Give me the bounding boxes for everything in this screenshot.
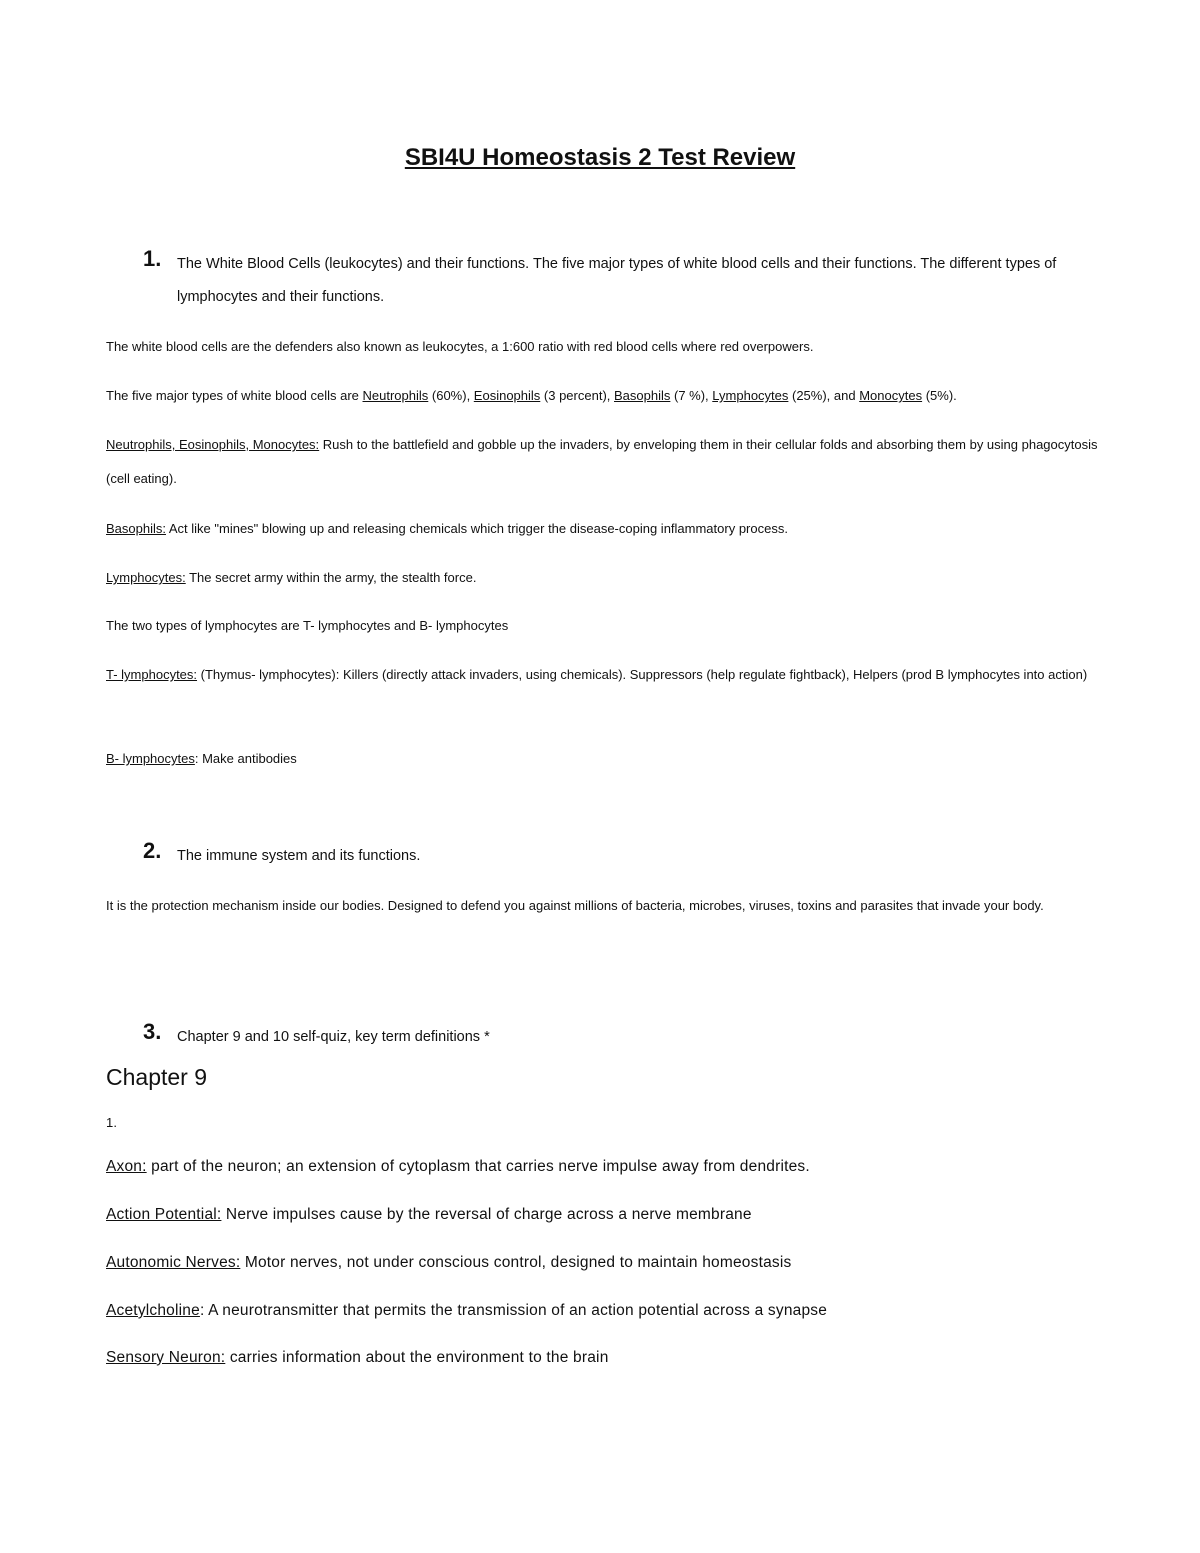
definition-sensory-neuron: Sensory Neuron: carries information about the environment to the brain [106, 1349, 609, 1366]
term-axon: Axon: [106, 1158, 147, 1175]
definition-acetylcholine: Acetylcholine: A neurotransmitter that permits the transmission of an action potential across a synapse [106, 1302, 828, 1319]
term-lymphocytes: Lymphocytes [712, 388, 789, 403]
question-number-3: 3. [143, 1019, 162, 1044]
term-basophils: Basophils [614, 388, 671, 403]
question-number-1: 1. [143, 246, 162, 271]
list-number: 1. [106, 1115, 118, 1130]
page-title: SBI4U Homeostasis 2 Test Review [404, 144, 796, 171]
term-action-potential: Action Potential: [106, 1206, 222, 1223]
question-2-text: The immune system and its functions. [177, 848, 421, 864]
question-number-2: 2. [143, 838, 162, 863]
paragraph-two-types: The two types of lymphocytes are T- lymphocytes and B- lymphocytes [106, 618, 509, 633]
definition-axon: Axon: part of the neuron; an extension of cytoplasm that carries nerve impulse away from dendrites. [106, 1158, 810, 1175]
paragraph-basophils: Basophils: Act like "mines" blowing up and releasing chemicals which trigger the disease-coping inflammatory process. [106, 521, 788, 536]
paragraph-neutrophils: Neutrophils, Eosinophils, Monocytes: Rush to the battlefield and gobble up the invaders, by enveloping them in their cellular folds and absorbing them by using phagocytosis (cell eating). [106, 437, 1098, 486]
question-3-text: Chapter 9 and 10 self-quiz, key term definitions * [177, 1029, 490, 1045]
term-monocytes: Monocytes [859, 388, 923, 403]
chapter-heading: Chapter 9 [106, 1064, 208, 1090]
paragraph-t-lymphocytes: T- lymphocytes: (Thymus- lymphocytes): Killers (directly attack invaders, using chemicals). Suppressors (help regulate fightback), Helpers (prod B lymphocytes into action) [106, 667, 1088, 682]
term-neutrophils: Neutrophils [362, 388, 429, 403]
term-acetylcholine: Acetylcholine [106, 1302, 200, 1319]
definition-action-potential: Action Potential: Nerve impulses cause by the reversal of charge across a nerve membrane [106, 1206, 752, 1223]
term-basophils-def: Basophils: [106, 521, 166, 536]
term-b-lymphocytes: B- lymphocytes [106, 751, 195, 766]
paragraph-b-lymphocytes: B- lymphocytes: Make antibodies [106, 751, 297, 766]
term-eosinophils: Eosinophils [473, 388, 541, 403]
term-neutro-eosino-mono: Neutrophils, Eosinophils, Monocytes: [106, 437, 320, 452]
term-t-lymphocytes: T- lymphocytes: [106, 667, 198, 682]
term-lymphocytes-def: Lymphocytes: [106, 570, 186, 585]
paragraph-wbc-types: The five major types of white blood cells are Neutrophils (60%), Eosinophils (3 percent), Basophils (7 %), Lymphocytes (25%), and Monocytes (5%). [106, 388, 957, 403]
question-1-text: The White Blood Cells (leukocytes) and their functions. The five major types of white blood cells and their functions. The different types of lymphocytes and their functions. [177, 256, 1057, 305]
paragraph-immune: It is the protection mechanism inside our bodies. Designed to defend you against millions of bacteria, microbes, viruses, toxins and parasites that invade your body. [106, 898, 1044, 913]
paragraph-lymphocytes: Lymphocytes: The secret army within the army, the stealth force. [106, 570, 477, 585]
definition-autonomic-nerves: Autonomic Nerves: Motor nerves, not under conscious control, designed to maintain homeostasis [106, 1254, 792, 1271]
term-autonomic-nerves: Autonomic Nerves: [106, 1254, 241, 1271]
paragraph-wbc: The white blood cells are the defenders also known as leukocytes, a 1:600 ratio with red blood cells where red overpowers. [106, 339, 814, 354]
term-sensory-neuron: Sensory Neuron: [106, 1349, 226, 1366]
